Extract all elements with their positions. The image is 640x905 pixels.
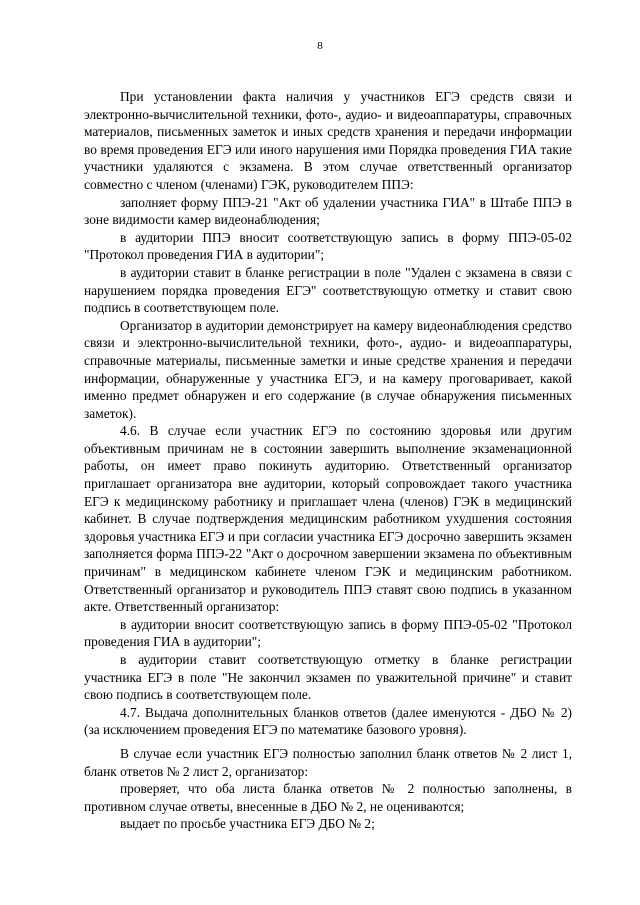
page-number: 8 xyxy=(317,40,323,52)
paragraph-removal-of-participants: При установлении факта наличия у участников ЕГЭ средств связи и электронно-вычислительной техники, фото-, аудио- и видеоаппаратуры, справочных материалов, письменных заметок и иных средств хранения и передачи информации во время проведения ЕГЭ или иного нарушения ими Порядка проведения ГИА такие участники удаляются с экзамена. В этом случае ответственный организатор совместно с членом (членами) ГЭК, руководителем ППЭ: xyxy=(84,89,572,192)
paragraph-checks-both-sheets: проверяет, что оба листа бланка ответов № 2 полностью заполнены, в противном случае ответы, внесенные в ДБО № 2, не оцениваются; xyxy=(84,781,572,814)
paragraph-fills-form-ppe-21: заполняет форму ППЭ-21 "Акт об удалении участника ГИА" в Штабе ППЭ в зоне видимости камер видеонаблюдения; xyxy=(84,194,572,228)
paragraph-answer-sheet-filled: В случае если участник ЕГЭ полностью заполнил бланк ответов № 2 лист 1, бланк ответов № 2 лист 2, организатор: xyxy=(84,745,572,779)
paragraph-section-4-6: 4.6. В случае если участник ЕГЭ по состоянию здоровья или другим объективным причинам не в состоянии завершить выполнение экзаменационной работы, он имеет право покинуть аудиторию. Ответственный организатор приглашает организатора вне аудитории, который сопровождает такого участника ЕГЭ к медицинскому работнику и приглашает члена (членов) ГЭК в медицинский кабинет. В случае подтверждения медицинским работником ухудшения состояния здоровья участника ЕГЭ и при согласии участника ЕГЭ досрочно завершить экзамен заполняется форма ППЭ-22 "Акт о досрочном завершении экзамена по объективным причинам" в медицинском кабинете членом ГЭК и медицинским работником. Ответственный организатор и руководитель ППЭ ставят свою подпись в указанном акте. Ответственный организатор: xyxy=(84,423,572,615)
paragraph-camera-demonstration: Организатор в аудитории демонстрирует на камеру видеонаблюдения средство связи и электронно-вычислительной техники, фото-, аудио- и видеоаппаратуры, справочные материалы, письменные заметки и иные средстве хранения и передачи информации, обнаруженные у участника ЕГЭ, и на камеру проговаривает, какой именно предмет обнаружен и его содержание (в случае обнаружения письменных заметок). xyxy=(84,317,572,421)
paragraph-registration-mark-not-finished: в аудитории ставит соответствующую отметку в бланке регистрации участника ЕГЭ в поле "Не закончил экзамен по уважительной причине" и ставит свою подпись в соответствующем поле. xyxy=(84,652,572,703)
paragraph-registration-mark-removed: в аудитории ставит в бланке регистрации в поле "Удален с экзамена в связи с нарушением порядка проведения ЕГЭ" соответствующую отметку и ставит свою подпись в соответствующем поле. xyxy=(84,264,572,316)
paragraph-protocol-entry: в аудитории ППЭ вносит соответствующую запись в форму ППЭ-05-02 "Протокол проведения ГИА в аудитории"; xyxy=(84,229,572,263)
document-body xyxy=(84,88,572,833)
paragraph-issues-dbo: выдает по просьбе участника ЕГЭ ДБО № 2; xyxy=(120,816,375,832)
paragraph-protocol-entry-health: в аудитории вносит соответствующую запись в форму ППЭ-05-02 "Протокол проведения ГИА в аудитории"; xyxy=(84,616,572,650)
paragraph-section-4-7: 4.7. Выдача дополнительных бланков ответов (далее именуются - ДБО № 2) (за исключением проведения ЕГЭ по математике базового уровня). xyxy=(84,704,572,738)
